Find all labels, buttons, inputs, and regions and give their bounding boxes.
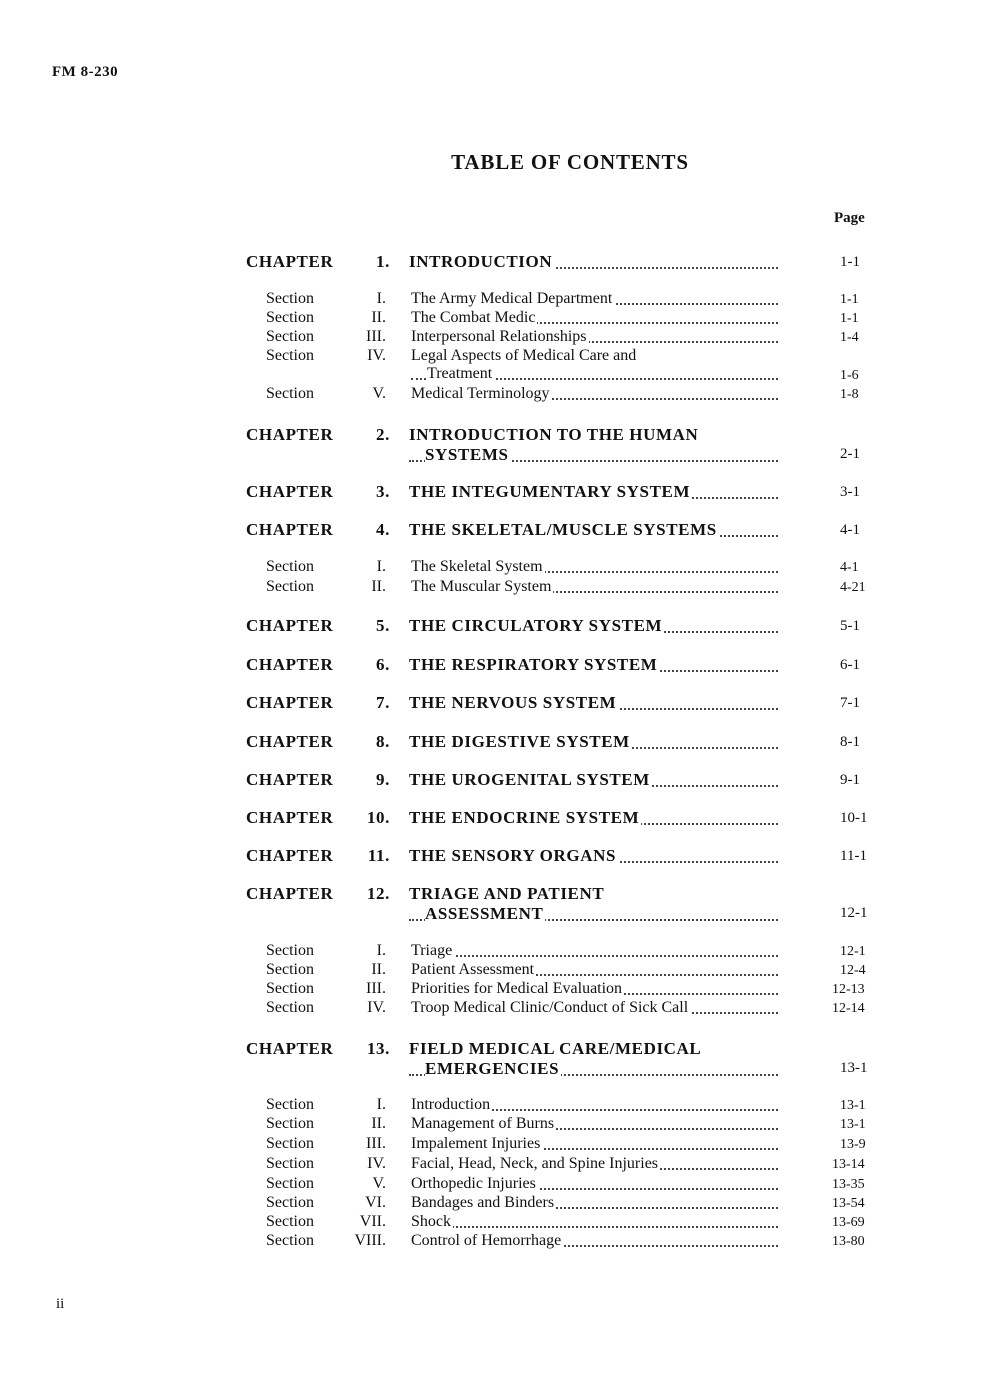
title-text: SYSTEMS bbox=[425, 445, 509, 464]
section-label: Section bbox=[266, 578, 314, 595]
chapter-title bbox=[409, 884, 778, 924]
chapter-number: 8. bbox=[376, 732, 390, 751]
page-ref: 4-21 bbox=[840, 580, 866, 595]
page-ref: 12-1 bbox=[840, 944, 866, 959]
section-title bbox=[411, 385, 778, 403]
title-text: Interpersonal Relationships bbox=[411, 328, 587, 345]
chapter-number: 5. bbox=[376, 616, 390, 635]
page-ref: 2-1 bbox=[840, 446, 860, 462]
page-title: TABLE OF CONTENTS bbox=[451, 150, 689, 174]
title-text: The Muscular System bbox=[411, 578, 552, 595]
title-line: FIELD MEDICAL CARE/MEDICAL bbox=[409, 1039, 702, 1058]
title-text: THE ENDOCRINE SYSTEM bbox=[409, 808, 640, 827]
section-title bbox=[411, 290, 778, 308]
section-number: V. bbox=[372, 385, 386, 402]
title-text: ASSESSMENT bbox=[425, 904, 544, 923]
chapter-label: CHAPTER bbox=[246, 808, 334, 827]
page-ref: 12-1 bbox=[840, 905, 868, 921]
chapter-number: 6. bbox=[376, 655, 390, 674]
page-ref: 10-1 bbox=[840, 810, 868, 826]
chapter-label: CHAPTER bbox=[246, 655, 334, 674]
chapter-title bbox=[409, 732, 778, 752]
section-title bbox=[411, 1194, 778, 1212]
page-number: ii bbox=[56, 1296, 65, 1312]
title-text: Shock bbox=[411, 1213, 451, 1230]
page-ref: 12-14 bbox=[832, 1001, 865, 1016]
chapter-label: CHAPTER bbox=[246, 616, 334, 635]
page-ref: 4-1 bbox=[840, 560, 859, 575]
title-text: Medical Terminology bbox=[411, 385, 550, 402]
title-text: The Combat Medic bbox=[411, 309, 536, 326]
section-label: Section bbox=[266, 309, 314, 326]
chapter-title bbox=[409, 482, 778, 502]
section-number: VI. bbox=[365, 1194, 386, 1211]
section-title bbox=[411, 558, 778, 576]
chapter-title bbox=[409, 846, 778, 866]
section-label: Section bbox=[266, 347, 314, 364]
chapter-label: CHAPTER bbox=[246, 252, 334, 271]
section-number: I. bbox=[376, 558, 386, 575]
document-id: FM 8-230 bbox=[52, 64, 119, 80]
section-label: Section bbox=[266, 1213, 314, 1230]
section-number: II. bbox=[371, 961, 386, 978]
chapter-title bbox=[409, 252, 778, 272]
title-text: THE CIRCULATORY SYSTEM bbox=[409, 616, 663, 635]
chapter-number: 7. bbox=[376, 693, 390, 712]
section-number: III. bbox=[366, 328, 386, 345]
title-text: Management of Burns bbox=[411, 1115, 555, 1132]
section-number: IV. bbox=[367, 347, 386, 364]
chapter-label: CHAPTER bbox=[246, 1039, 334, 1058]
section-title bbox=[411, 942, 778, 960]
page-ref: 13-35 bbox=[832, 1177, 865, 1192]
chapter-number: 13. bbox=[366, 1039, 390, 1058]
chapter-label: CHAPTER bbox=[246, 520, 334, 539]
page-ref: 1-1 bbox=[840, 292, 859, 307]
title-text: THE SENSORY ORGANS bbox=[409, 846, 617, 865]
page-ref: 1-8 bbox=[840, 387, 859, 402]
page-ref: 13-1 bbox=[840, 1098, 866, 1113]
section-title bbox=[411, 1232, 778, 1250]
chapter-number: 3. bbox=[376, 482, 390, 501]
section-number: III. bbox=[366, 1135, 386, 1152]
section-label: Section bbox=[266, 1096, 314, 1113]
page-ref: 13-54 bbox=[832, 1196, 865, 1211]
section-number: IV. bbox=[367, 1155, 386, 1172]
section-title bbox=[411, 1135, 778, 1153]
chapter-label: CHAPTER bbox=[246, 732, 334, 751]
chapter-number: 12. bbox=[366, 884, 390, 903]
page-ref: 13-14 bbox=[832, 1157, 865, 1172]
title-text: Troop Medical Clinic/Conduct of Sick Call bbox=[411, 999, 689, 1016]
section-title bbox=[411, 1155, 778, 1173]
title-text: Impalement Injuries bbox=[411, 1135, 541, 1152]
page-ref: 9-1 bbox=[840, 772, 860, 788]
section-label: Section bbox=[266, 328, 314, 345]
chapter-title bbox=[409, 520, 778, 540]
title-text: THE UROGENITAL SYSTEM bbox=[409, 770, 650, 789]
chapter-label: CHAPTER bbox=[246, 425, 334, 444]
section-number: II. bbox=[371, 1115, 386, 1132]
page-ref: 1-6 bbox=[840, 368, 859, 383]
section-number: IV. bbox=[367, 999, 386, 1016]
section-label: Section bbox=[266, 1175, 314, 1192]
chapter-title bbox=[409, 770, 778, 790]
page-ref: 13-69 bbox=[832, 1215, 865, 1230]
chapter-label: CHAPTER bbox=[246, 884, 334, 903]
section-label: Section bbox=[266, 999, 314, 1016]
title-text: EMERGENCIES bbox=[425, 1059, 560, 1078]
title-text: The Army Medical Department bbox=[411, 290, 613, 307]
chapter-number: 1. bbox=[376, 252, 390, 271]
title-line: Legal Aspects of Medical Care and bbox=[411, 347, 637, 364]
title-text: THE NERVOUS SYSTEM bbox=[409, 693, 617, 712]
chapter-title bbox=[409, 808, 778, 828]
section-title bbox=[411, 1213, 778, 1231]
section-label: Section bbox=[266, 1155, 314, 1172]
chapter-number: 9. bbox=[376, 770, 390, 789]
chapter-title bbox=[409, 1039, 778, 1079]
title-line: TRIAGE AND PATIENT bbox=[409, 884, 605, 903]
page-ref: 12-13 bbox=[832, 982, 865, 997]
section-title bbox=[411, 578, 778, 596]
title-text: Introduction bbox=[411, 1096, 491, 1113]
section-label: Section bbox=[266, 1232, 314, 1249]
page-ref: 13-1 bbox=[840, 1060, 868, 1076]
chapter-title bbox=[409, 425, 778, 465]
chapter-number: 4. bbox=[376, 520, 390, 539]
title-text: The Skeletal System bbox=[411, 558, 543, 575]
section-title bbox=[411, 328, 778, 346]
page-ref: 13-9 bbox=[840, 1137, 866, 1152]
chapter-title bbox=[409, 693, 778, 713]
section-title bbox=[411, 1096, 778, 1114]
chapter-title bbox=[409, 616, 778, 636]
chapter-label: CHAPTER bbox=[246, 482, 334, 501]
title-text: INTRODUCTION bbox=[409, 252, 553, 271]
section-label: Section bbox=[266, 942, 314, 959]
page-ref: 4-1 bbox=[840, 522, 860, 538]
section-number: VII. bbox=[359, 1213, 386, 1230]
section-number: III. bbox=[366, 980, 386, 997]
dot-leader bbox=[411, 1226, 778, 1228]
chapter-number: 2. bbox=[376, 425, 390, 444]
section-title bbox=[411, 309, 778, 327]
dot-leader bbox=[411, 955, 778, 957]
page-ref: 1-1 bbox=[840, 254, 860, 270]
title-text: Treatment bbox=[427, 365, 493, 382]
page-column-header: Page bbox=[834, 210, 865, 226]
section-number: II. bbox=[371, 578, 386, 595]
section-label: Section bbox=[266, 1135, 314, 1152]
title-text: Bandages and Binders bbox=[411, 1194, 555, 1211]
chapter-title bbox=[409, 655, 778, 675]
chapter-label: CHAPTER bbox=[246, 770, 334, 789]
page-ref: 12-4 bbox=[840, 963, 866, 978]
section-title bbox=[411, 347, 778, 383]
title-text: Facial, Head, Neck, and Spine Injuries bbox=[411, 1155, 659, 1172]
title-line: INTRODUCTION TO THE HUMAN bbox=[409, 425, 699, 444]
section-label: Section bbox=[266, 558, 314, 575]
chapter-number: 10. bbox=[366, 808, 390, 827]
section-title bbox=[411, 980, 778, 998]
section-number: VIII. bbox=[354, 1232, 386, 1249]
page-ref: 8-1 bbox=[840, 734, 860, 750]
page-ref: 11-1 bbox=[840, 848, 867, 864]
section-number: V. bbox=[372, 1175, 386, 1192]
title-text: Priorities for Medical Evaluation bbox=[411, 980, 623, 997]
page-ref: 1-4 bbox=[840, 330, 859, 345]
section-title bbox=[411, 999, 778, 1017]
title-text: THE INTEGUMENTARY SYSTEM bbox=[409, 482, 691, 501]
title-text: THE RESPIRATORY SYSTEM bbox=[409, 655, 658, 674]
section-number: I. bbox=[376, 1096, 386, 1113]
section-label: Section bbox=[266, 290, 314, 307]
title-text: Triage bbox=[411, 942, 453, 959]
section-label: Section bbox=[266, 385, 314, 402]
page-ref: 5-1 bbox=[840, 618, 860, 634]
section-label: Section bbox=[266, 1194, 314, 1211]
section-title bbox=[411, 961, 778, 979]
page-ref: 6-1 bbox=[840, 657, 860, 673]
title-text: Patient Assessment bbox=[411, 961, 535, 978]
chapter-label: CHAPTER bbox=[246, 693, 334, 712]
chapter-label: CHAPTER bbox=[246, 846, 334, 865]
page-ref: 13-80 bbox=[832, 1234, 865, 1249]
page-ref: 13-1 bbox=[840, 1117, 866, 1132]
title-text: Control of Hemorrhage bbox=[411, 1232, 562, 1249]
chapter-number: 11. bbox=[367, 846, 390, 865]
section-number: I. bbox=[376, 942, 386, 959]
section-label: Section bbox=[266, 980, 314, 997]
title-text: THE DIGESTIVE SYSTEM bbox=[409, 732, 630, 751]
section-number: II. bbox=[371, 309, 386, 326]
page-ref: 7-1 bbox=[840, 695, 860, 711]
title-text: THE SKELETAL/MUSCLE SYSTEMS bbox=[409, 520, 717, 539]
section-title bbox=[411, 1115, 778, 1133]
page-ref: 1-1 bbox=[840, 311, 859, 326]
section-number: I. bbox=[376, 290, 386, 307]
section-label: Section bbox=[266, 961, 314, 978]
section-title bbox=[411, 1175, 778, 1193]
section-label: Section bbox=[266, 1115, 314, 1132]
title-text: Orthopedic Injuries bbox=[411, 1175, 536, 1192]
page-ref: 3-1 bbox=[840, 484, 860, 500]
